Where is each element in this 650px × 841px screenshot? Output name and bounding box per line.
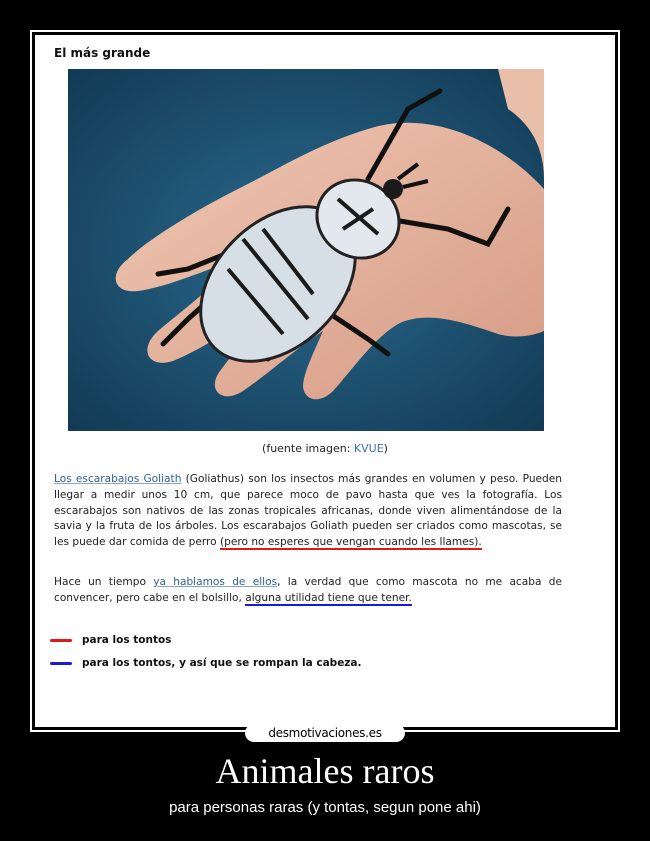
caption-source-link[interactable]: KVUE — [353, 442, 384, 455]
legend-item-red — [50, 634, 171, 646]
paragraph-2 — [54, 575, 562, 607]
poster-title: Animales raros — [215, 751, 435, 791]
blue-underlined-text: alguna utilidad tiene que tener. — [245, 591, 412, 604]
legend-item-blue — [50, 657, 362, 669]
caption-prefix: (fuente imagen: — [262, 442, 354, 455]
paragraph-2-text-b: , la verdad que como mascota no me acaba de convencer, pero cabe en el bolsillo, — [54, 576, 562, 604]
document-panel — [35, 35, 615, 727]
legend-label-red: para los tontos — [82, 634, 172, 646]
blue-line-swatch — [50, 662, 72, 665]
red-line-swatch — [50, 639, 72, 642]
poster-frame — [30, 30, 620, 732]
photo-caption — [35, 442, 615, 455]
poster-subtitle: para personas raras (y tontas, segun pone ahi) — [169, 799, 481, 816]
site-watermark: desmotivaciones.es — [245, 724, 405, 742]
legend-label-blue: para los tontos, y así que se rompan la cabeza. — [82, 657, 362, 669]
beetle-photo — [68, 69, 544, 431]
paragraph-1 — [54, 472, 562, 551]
paragraph-1-text: (Goliathus) son los insectos más grandes en volumen y peso. Pueden llegar a medir unos 10 cm, que parece moco de pavo hasta que ves la fotografía. Los escarabajos son nativos de las zonas tropicales africanas, donde viven alimentándose de la savia y la fruta de los árboles. Los escarabajos Goliath pueden ser criados como mascotas, se les puede dar comida de perro — [54, 473, 563, 549]
document-title: El más grande — [54, 46, 151, 60]
red-underlined-text: (pero no esperes que vengan cuando les llames). — [220, 536, 482, 549]
paragraph-2-text-a: Hace un tiempo — [54, 576, 154, 588]
caption-suffix: ) — [383, 442, 388, 455]
previous-post-link[interactable]: ya hablamos de ellos — [153, 576, 278, 588]
goliath-link[interactable]: Los escarabajos Goliath — [54, 473, 182, 485]
